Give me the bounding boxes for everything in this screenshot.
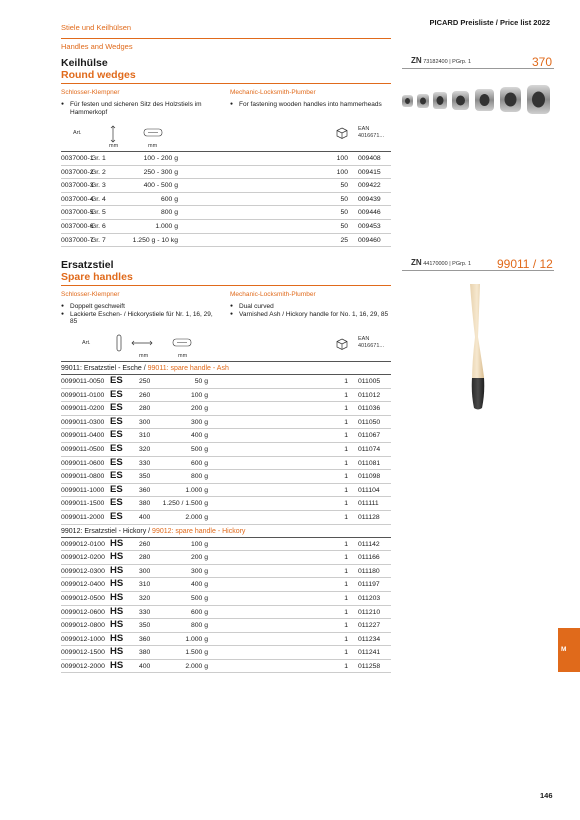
weight: 1.250 g - 10 kg: [132, 236, 178, 244]
length: 260: [139, 391, 151, 399]
length: 250: [139, 378, 151, 385]
length: 310: [139, 581, 151, 589]
ean: 009408: [358, 155, 381, 162]
size-grade: Gr. 4: [91, 195, 106, 203]
material-code: HS: [110, 591, 124, 603]
pack-qty: 1: [344, 432, 348, 440]
pack-qty: 1: [344, 567, 348, 575]
weight: 600 g: [160, 195, 178, 203]
size-grade: Gr. 7: [91, 236, 106, 244]
ean: 009446: [358, 209, 381, 217]
ean: 011197: [358, 581, 380, 589]
table-row: [61, 402, 391, 416]
ean: 011005: [358, 378, 381, 385]
pack-qty: 1: [344, 418, 348, 426]
table-row: [61, 592, 391, 606]
ean: 011074: [358, 445, 381, 453]
material-code: ES: [110, 497, 123, 509]
art-number: 0099012-0800: [61, 622, 105, 630]
material-code: HS: [110, 564, 124, 576]
ean: 011081: [358, 459, 381, 467]
art-number: 0037000-1: [61, 155, 94, 162]
ean: 009422: [358, 182, 381, 190]
pack-qty: 1: [344, 513, 348, 521]
table-row: [61, 152, 391, 166]
pack-qty: 50: [340, 209, 348, 217]
section2-col-art: Art.: [82, 340, 91, 346]
ean: 009453: [358, 222, 381, 230]
handle-icon: [116, 334, 122, 352]
pack-qty: 1: [344, 391, 348, 399]
length: 380: [139, 649, 151, 657]
size-grade: Gr. 3: [91, 182, 106, 190]
material-code: HS: [110, 537, 124, 549]
art-number: 0099011-0400: [61, 432, 105, 440]
section1-zn-label: ZN: [411, 56, 422, 65]
weight: 1.250 / 1.500 g: [162, 500, 208, 508]
weight: 500 g: [190, 594, 208, 602]
length: 320: [139, 594, 151, 602]
pack-qty: 50: [340, 195, 348, 203]
round-wedges-image: [400, 83, 552, 117]
section1-desc-de: [61, 88, 221, 116]
weight: 1.000 g: [155, 222, 178, 230]
ean: 011104: [358, 486, 380, 494]
weight: 400 g: [190, 432, 208, 440]
section2-title: Ersatzstiel: [61, 259, 114, 271]
art-number: 0099011-0050: [61, 378, 105, 385]
section2-col-mm2: mm: [178, 353, 188, 359]
ean: 011203: [358, 594, 381, 602]
weight: 200 g: [190, 554, 208, 562]
ean: 011111: [358, 500, 379, 508]
art-number: 0037000-7: [61, 236, 94, 244]
weight: 100 - 200 g: [143, 155, 178, 162]
length: 280: [139, 554, 151, 562]
pack-qty: 1: [344, 608, 348, 616]
size-grade: Gr. 5: [91, 209, 106, 217]
table-row: [61, 389, 391, 403]
table-row: [61, 646, 391, 660]
table-row: [61, 429, 391, 443]
table-row: [61, 606, 391, 620]
weight: 1.000 g: [185, 635, 208, 643]
length: 350: [139, 622, 151, 630]
pack-qty: 1: [344, 649, 348, 657]
ean: 011067: [358, 432, 381, 440]
weight: 300 g: [190, 567, 208, 575]
section2-bullet-left-2: ● Lackierte Eschen- / Hickorystiele für Nr. 1, 16, 29, 85: [61, 311, 221, 326]
table-row: [61, 565, 391, 579]
art-number: 0099012-2000: [61, 662, 105, 670]
section1-table: [61, 151, 391, 247]
ean: 011180: [358, 567, 380, 575]
ean: 011166: [358, 554, 380, 562]
section2-cat-right: Mechanic-Locksmith-Plumber: [230, 291, 316, 298]
weight: 200 g: [190, 405, 208, 413]
section2-zn-label: ZN: [411, 258, 422, 267]
spare-handle-image: [458, 282, 498, 412]
section2-table: [61, 361, 391, 673]
length: 400: [139, 513, 151, 521]
section1-title: Keilhülse: [61, 57, 108, 69]
group-header-hickory-de: 99012: Ersatzstiel - Hickory /: [61, 527, 151, 535]
ean: 011012: [358, 391, 381, 399]
table-row: [61, 234, 391, 248]
material-code: HS: [110, 578, 124, 590]
pack-qty: 50: [340, 222, 348, 230]
length: 260: [139, 540, 151, 548]
art-number: 0099012-0100: [61, 540, 105, 548]
section1-page-ref: 370: [532, 55, 553, 69]
weight: 500 g: [190, 445, 208, 453]
table-row: [61, 443, 391, 457]
length: 300: [139, 418, 151, 426]
art-number: 0099011-0800: [61, 473, 105, 481]
art-number: 0099012-0400: [61, 581, 105, 589]
ean: 011227: [358, 622, 381, 630]
art-number: 0037000-2: [61, 168, 94, 176]
weight: 800 g: [190, 473, 208, 481]
art-number: 0099011-1000: [61, 486, 105, 494]
material-code: ES: [110, 415, 123, 427]
material-code: HS: [110, 632, 124, 644]
header-categories: [61, 18, 133, 56]
table-row: [61, 457, 391, 471]
table-row: [61, 497, 391, 511]
art-number: 0099011-1500: [61, 500, 105, 508]
weight: 250 - 300 g: [143, 168, 178, 176]
art-number: 0099012-1000: [61, 635, 105, 643]
material-code: ES: [110, 375, 123, 386]
pack-qty: 1: [344, 594, 348, 602]
table-row: [61, 484, 391, 498]
art-number: 0037000-5: [61, 209, 94, 217]
length: 360: [139, 635, 151, 643]
length: 330: [139, 459, 151, 467]
art-number: 0099012-1500: [61, 649, 105, 657]
size-grade: Gr. 6: [91, 222, 106, 230]
section1-col-mm1: mm: [109, 143, 119, 149]
pack-qty: 100: [336, 155, 348, 162]
table-row: [61, 179, 391, 193]
table-row: [61, 470, 391, 484]
art-number: 0099012-0200: [61, 554, 105, 562]
table-row: [61, 220, 391, 234]
table-row: [61, 551, 391, 565]
section2-cat-left: Schlosser-Klempner: [61, 291, 120, 298]
ean: 011050: [358, 418, 381, 426]
weight: 50 g: [194, 378, 208, 385]
weight: 2.000 g: [185, 662, 208, 670]
table-row: [61, 416, 391, 430]
section1-bullet-left: ● Für festen und sicheren Sitz des Holzstiels im Hammerkopf: [61, 101, 221, 116]
material-code: HS: [110, 646, 124, 658]
pack-qty: 1: [344, 500, 348, 508]
pack-qty: 1: [344, 635, 348, 643]
material-code: ES: [110, 456, 123, 468]
pack-qty: 1: [344, 581, 348, 589]
ean: 009460: [358, 236, 381, 244]
pack-qty: 100: [336, 168, 348, 176]
material-code: HS: [110, 659, 124, 671]
weight: 400 - 500 g: [143, 182, 178, 190]
header-cat-en: Handles and Wedges: [61, 42, 133, 51]
table-row: [61, 633, 391, 647]
pack-qty: 1: [344, 662, 348, 670]
material-code: HS: [110, 551, 124, 563]
ean: 011234: [358, 635, 381, 643]
size-grade: Gr. 1: [91, 155, 106, 162]
header-rule: [61, 38, 391, 39]
section1-cat-right: Mechanic-Locksmith-Plumber: [230, 89, 316, 96]
height-arrow-icon: [109, 125, 117, 143]
weight-scale-icon: [143, 128, 163, 137]
group-header-ash-de: 99011: Ersatzstiel - Esche /: [61, 365, 146, 372]
table-row: [61, 538, 391, 552]
length: 400: [139, 662, 151, 670]
weight: 300 g: [190, 418, 208, 426]
package-box-icon: [336, 127, 348, 139]
ean: 011142: [358, 540, 380, 548]
pack-qty: 25: [340, 236, 348, 244]
weight: 100 g: [190, 391, 208, 399]
table-row: [61, 511, 391, 525]
weight: 400 g: [190, 581, 208, 589]
ean: 009439: [358, 195, 381, 203]
page-number: 146: [540, 791, 553, 800]
length: 300: [139, 567, 151, 575]
weight: 800 g: [160, 209, 178, 217]
ean: 011036: [358, 405, 381, 413]
art-number: 0037000-3: [61, 182, 94, 190]
section2-bullet-left-1: ● Doppelt geschweift: [61, 303, 221, 311]
material-code: ES: [110, 402, 123, 414]
art-number: 0099011-2000: [61, 513, 105, 521]
pack-qty: 1: [344, 378, 348, 385]
group-header-ash-en: 99011: spare handle - Ash: [147, 365, 229, 372]
table-row: [61, 375, 391, 389]
art-number: 0099011-0500: [61, 445, 105, 453]
pack-qty: 1: [344, 445, 348, 453]
art-number: 0099011-0100: [61, 391, 105, 399]
material-code: ES: [110, 470, 123, 482]
section1-col-ean: EAN 4016671...: [358, 126, 384, 139]
weight: 800 g: [190, 622, 208, 630]
ean: 011241: [358, 649, 381, 657]
weight-scale-icon-2: [172, 338, 192, 347]
material-code: ES: [110, 388, 123, 400]
art-number: 0099011-0200: [61, 405, 105, 413]
weight: 2.000 g: [185, 513, 208, 521]
material-code: HS: [110, 619, 124, 631]
section1-zn: [411, 57, 471, 66]
package-box-icon-2: [336, 338, 348, 350]
material-code: ES: [110, 510, 123, 522]
section2-zn-text: 44170000 | PGrp. 1: [423, 261, 472, 267]
group-header-hickory-en: 99012: spare handle - Hickory: [152, 527, 246, 535]
material-code: ES: [110, 442, 123, 454]
art-number: 0099012-0500: [61, 594, 105, 602]
length: 350: [139, 473, 151, 481]
pack-qty: 50: [340, 182, 348, 190]
length: 280: [139, 405, 151, 413]
pack-qty: 1: [344, 405, 348, 413]
pack-qty: 1: [344, 540, 348, 548]
weight: 1.500 g: [185, 649, 208, 657]
section2-desc-en: [230, 290, 390, 318]
section1-col-mm2: mm: [148, 143, 158, 149]
section1-rule: [61, 83, 391, 84]
art-number: 0099012-0300: [61, 567, 105, 575]
table-row: [61, 619, 391, 633]
table-row: [61, 166, 391, 180]
section2-heading: [61, 259, 133, 283]
weight: 600 g: [190, 608, 208, 616]
ean: 011128: [358, 513, 380, 521]
art-number: 0099011-0600: [61, 459, 105, 467]
header-cat-de: Stiele und Keilhülsen: [61, 23, 132, 32]
section2-zn: [411, 259, 471, 268]
pack-qty: 1: [344, 459, 348, 467]
art-number: 0037000-6: [61, 222, 94, 230]
section2-subtitle: Spare handles: [61, 271, 133, 283]
art-number: 0099012-0600: [61, 608, 105, 616]
art-number: 0037000-4: [61, 195, 94, 203]
section2-bullet-right-2: ● Varnished Ash / Hickory handle for No. 1, 16, 29, 85: [230, 311, 390, 319]
section1-zn-text: 73182400 | PGrp. 1: [423, 59, 472, 65]
material-code: ES: [110, 429, 123, 441]
length: 360: [139, 486, 151, 494]
side-tab[interactable]: M: [558, 628, 580, 672]
ean: 011098: [358, 473, 381, 481]
section1-subtitle: Round wedges: [61, 69, 136, 81]
section2-col-ean: EAN 4016671...: [358, 336, 384, 349]
section1-desc-en: [230, 88, 390, 109]
section2-desc-de: [61, 290, 221, 326]
table-row: [61, 578, 391, 592]
section2-bullet-right-1: ● Dual curved: [230, 303, 390, 311]
section1-bullet-right: ● For fastening wooden handles into hammerheads: [230, 101, 390, 109]
weight: 600 g: [190, 459, 208, 467]
weight: 100 g: [190, 540, 208, 548]
pack-qty: 1: [344, 554, 348, 562]
section1-cat-left: Schlosser-Klempner: [61, 89, 120, 96]
section2-page-ref: 99011 / 12: [497, 257, 553, 271]
pack-qty: 1: [344, 473, 348, 481]
section2-rule: [61, 285, 391, 286]
art-number: 0099011-0300: [61, 418, 105, 426]
length: 320: [139, 445, 151, 453]
header-brand: PICARD Preisliste / Price list 2022: [429, 18, 550, 27]
size-grade: Gr. 2: [91, 168, 106, 176]
weight: 1.000 g: [185, 486, 208, 494]
section2-col-mm1: mm: [139, 353, 149, 359]
length: 380: [139, 500, 151, 508]
pack-qty: 1: [344, 486, 348, 494]
section1-col-art: Art.: [73, 130, 82, 136]
table-row: [61, 193, 391, 207]
material-code: ES: [110, 483, 123, 495]
ean: 011258: [358, 662, 381, 670]
material-code: HS: [110, 605, 124, 617]
section1-heading: [61, 57, 136, 81]
length: 310: [139, 432, 151, 440]
table-row: [61, 206, 391, 220]
length-arrow-icon: [131, 339, 153, 347]
length: 330: [139, 608, 151, 616]
ean: 009415: [358, 168, 381, 176]
ean: 011210: [358, 608, 381, 616]
pack-qty: 1: [344, 622, 348, 630]
table-row: [61, 660, 391, 674]
